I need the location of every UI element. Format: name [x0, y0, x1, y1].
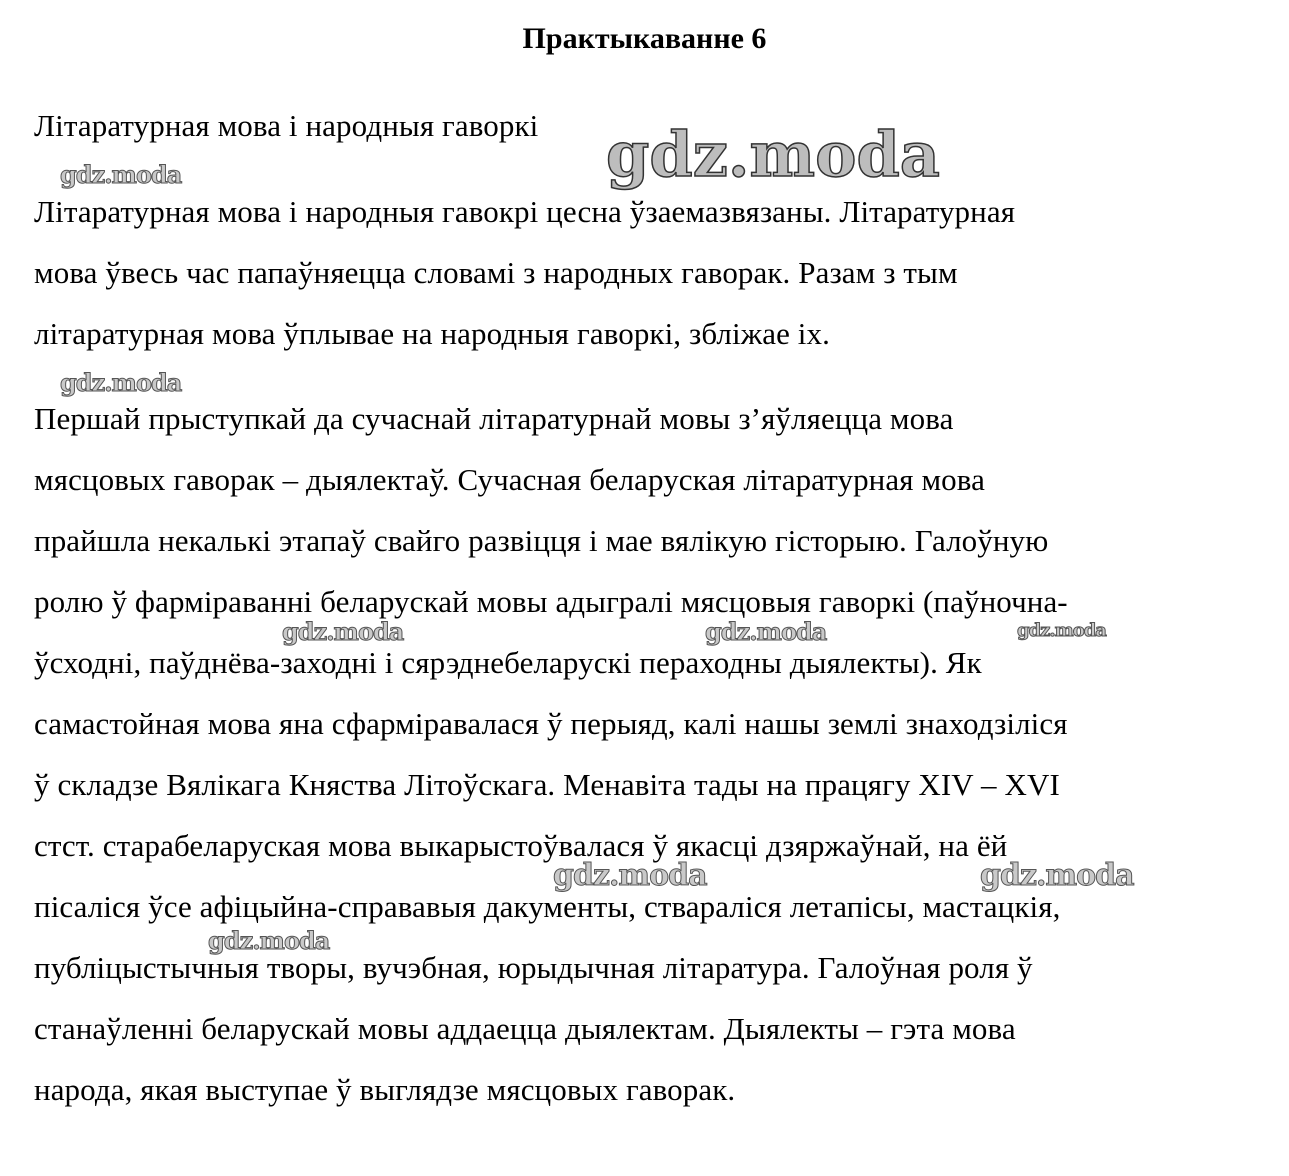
- watermark-logo: gdz.moda: [208, 926, 330, 955]
- section-heading: Літаратурная мова і народныя гаворкі: [34, 108, 539, 143]
- text-line: мясцовых гаворак – дыялектаў. Сучасная беларуская літаратурная мова: [34, 462, 985, 497]
- text-line: стст. старабеларуская мова выкарыстоўвалася ў якасці дзяржаўнай, на ёй: [34, 828, 1008, 863]
- text-line: публіцыстычныя творы, вучэбная, юрыдычная літаратура. Галоўная роля ў: [34, 950, 1033, 985]
- watermark-logo: gdz.moda: [980, 858, 1134, 893]
- text-line: Літаратурная мова і народныя гавокрі цесна ўзаемазвязаны. Літаратурная: [34, 194, 1016, 229]
- text-line: ўсходні, паўднёва-заходні і сярэднебеларускі пераходны дыялекты). Як: [34, 645, 982, 680]
- text-line: пісаліся ўсе афіцыйна-справавыя дакументы, ствараліся летапісы, мастацкія,: [34, 889, 1061, 924]
- text-line: ў складзе Вялікага Княства Літоўскага. Менавіта тады на працягу XIV – XVI: [34, 767, 1060, 802]
- watermark-logo: gdz.moda: [705, 617, 827, 646]
- text-line: Першай прыступкай да сучаснай літаратурнай мовы з’яўляецца мова: [34, 401, 954, 436]
- text-line: народа, якая выступае ў выглядзе мясцовых гаворак.: [34, 1072, 736, 1107]
- watermark-logo: gdz.moda: [606, 118, 940, 191]
- page-title: Практыкаванне 6: [522, 22, 767, 55]
- text-line: мова ўвесь час папаўняецца словамі з народных гаворак. Разам з тым: [34, 255, 958, 290]
- text-line: самастойная мова яна сфарміравалася ў перыяд, калі нашы землі знаходзіліся: [34, 706, 1068, 741]
- watermark-logo: gdz.moda: [1017, 620, 1106, 641]
- watermark-logo: gdz.moda: [60, 368, 182, 397]
- watermark-logo: gdz.moda: [60, 160, 182, 189]
- text-line: літаратурная мова ўплывае на народныя гаворкі, збліжае іх.: [34, 316, 830, 351]
- watermark-logo: gdz.moda: [282, 617, 404, 646]
- text-line: ролю ў фарміраванні беларускай мовы адыгралі мясцовыя гаворкі (паўночна-: [34, 584, 1068, 619]
- text-line: прайшла некалькі этапаў свайго развіцця і мае вялікую гісторыю. Галоўную: [34, 523, 1049, 558]
- watermark-logo: gdz.moda: [553, 858, 707, 893]
- text-line: станаўленні беларускай мовы аддаецца дыялектам. Дыялекты – гэта мова: [34, 1011, 1016, 1046]
